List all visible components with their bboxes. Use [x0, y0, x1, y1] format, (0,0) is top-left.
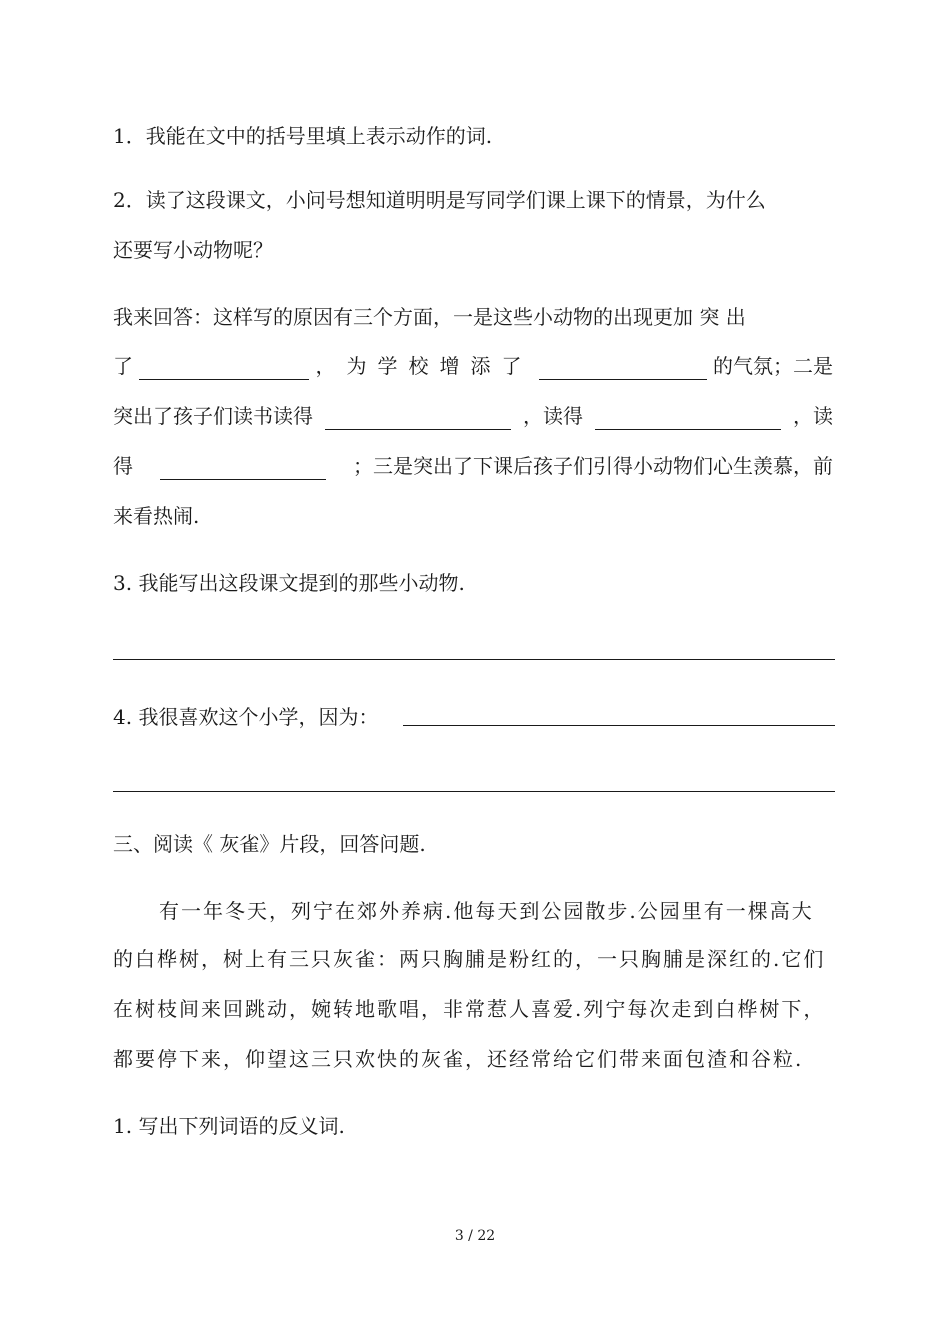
answer-line-4 — [113, 452, 833, 480]
answer-blank-3[interactable] — [325, 407, 511, 430]
answer-text-de: 得 — [113, 454, 133, 478]
passage-line-2: 的白桦树，树上有三只灰雀：两只胸脯是粉红的，一只胸脯是深红的.它们 — [113, 947, 826, 971]
answer-blank-2[interactable] — [539, 357, 707, 380]
answer-blank-1[interactable] — [139, 357, 309, 380]
passage-line-4: 都要停下来，仰望这三只欢快的灰雀，还经常给它们带来面包渣和谷粒. — [113, 1047, 804, 1071]
question-4: 4. 我很喜欢这个小学，因为： — [113, 705, 379, 729]
answer-line-5: 来看热闹. — [113, 504, 200, 528]
answer-blank-4[interactable] — [595, 407, 781, 430]
answer-text-le: 了 — [113, 354, 133, 378]
answer-line-3 — [113, 402, 833, 430]
answer-blank-5[interactable] — [160, 457, 326, 480]
answer-text-dude-1: ，读得 — [523, 404, 583, 428]
passage-line-1: 有一年冬天，列宁在郊外养病.他每天到公园散步.公园里有一棵高大 — [159, 899, 814, 923]
question-2-line-1: 2．读了这段课文，小问号想知道明明是写同学们课上课下的情景，为什么 — [113, 188, 766, 212]
question-1: 1．我能在文中的括号里填上表示动作的词. — [113, 124, 493, 148]
passage-line-3: 在树枝间来回跳动，婉转地歌唱，非常惹人喜爱.列宁每次走到白桦树下， — [113, 997, 826, 1021]
answer-text-sanshi: ；三是突出了下课后孩子们引得小动物们心生羡慕，前 — [353, 454, 833, 478]
answer-line-2 — [113, 352, 833, 380]
question-3-answer-line[interactable] — [113, 659, 835, 660]
answer-text-qifen: 的气氛；二是 — [713, 354, 833, 378]
answer-text-zengtian: ，为学校增添了 — [315, 354, 533, 378]
section-3-heading: 三、阅读《 灰雀》片段，回答问题. — [113, 832, 426, 856]
answer-text-dushu: 突出了孩子们读书读得 — [113, 404, 313, 428]
question-2-line-2: 还要写小动物呢？ — [113, 238, 273, 262]
question-3: 3. 我能写出这段课文提到的那些小动物. — [113, 571, 465, 595]
answer-line-1: 我来回答：这样写的原因有三个方面，一是这些小动物的出现更加 突 出 — [113, 305, 746, 329]
page-number: 3 / 22 — [454, 1228, 496, 1244]
question-4-answer-line-2[interactable] — [113, 791, 835, 792]
question-4-answer-line-1[interactable] — [403, 725, 835, 726]
section-3-question-1: 1. 写出下列词语的反义词. — [113, 1114, 345, 1138]
answer-text-du: ，读 — [793, 404, 833, 428]
